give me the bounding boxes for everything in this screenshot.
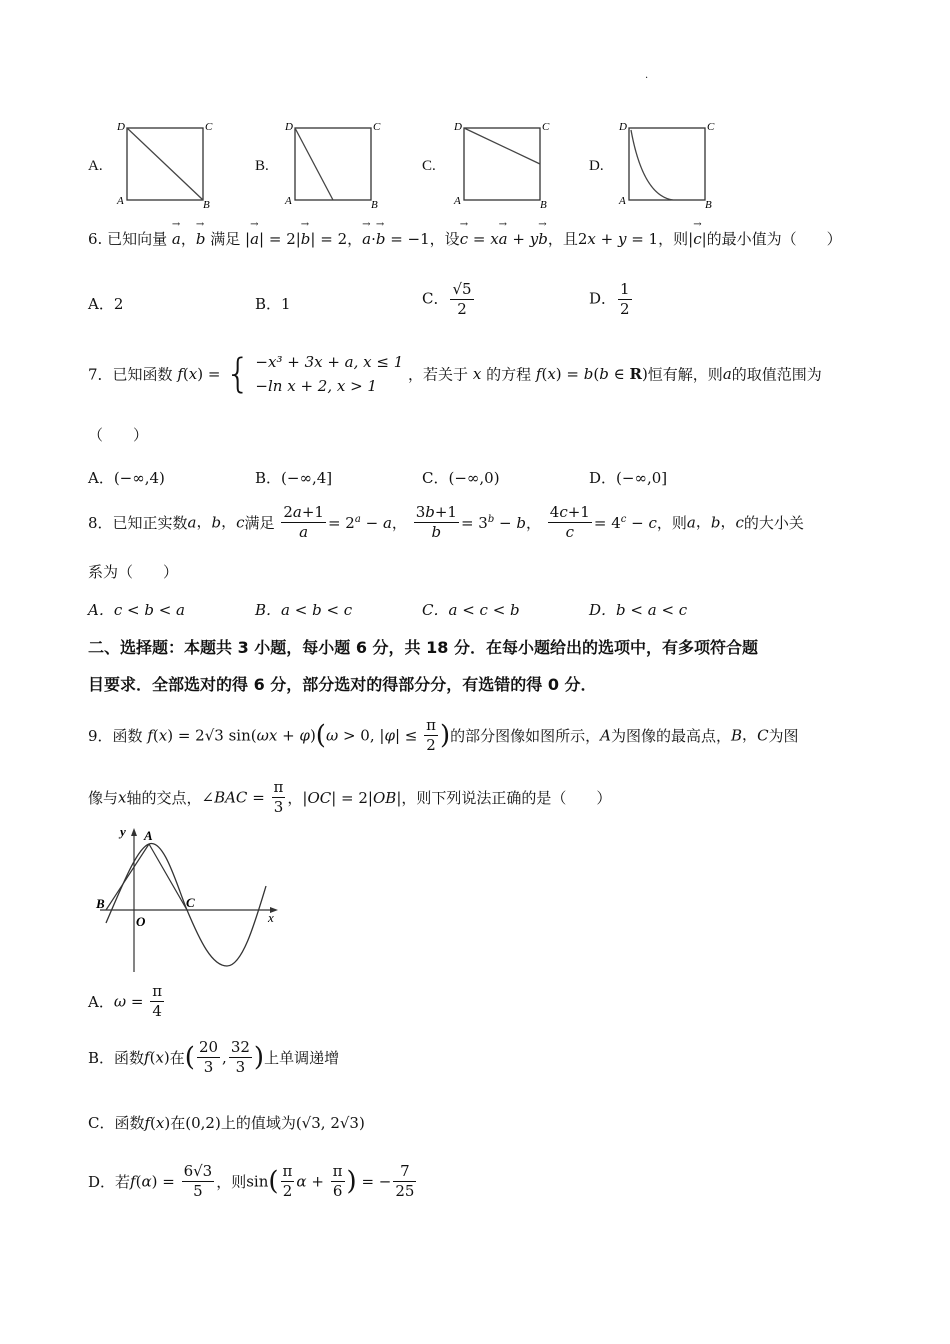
corner-d: D	[117, 121, 125, 133]
q6-option-a: A．2	[88, 295, 124, 313]
q5-option-b-label: B.	[255, 158, 269, 174]
graph-label-b: B	[96, 896, 105, 911]
q7-option-b: B．(−∞,4]	[255, 469, 333, 487]
graph-label-a: A	[144, 828, 153, 843]
q7-paren: （ ）	[88, 426, 149, 444]
corner-d: D	[619, 121, 627, 133]
q5-option-c-label: C.	[422, 158, 436, 174]
q6-option-c: C． $\frac{√5}{2}$	[422, 280, 472, 318]
q7-option-d: D．(−∞,0]	[589, 469, 668, 487]
question-9: 9．函数 f(x) = 2√3 sin(ωx + φ)(ω > 0, |φ| ≤ $\frac{\pi}{2}$ )的部分图像如图所示，A为图像的最高点，B，C为图	[88, 716, 799, 754]
q5-option-c-figure	[452, 118, 562, 210]
question-8: 8．已知正实数a，b，c满足 $\frac{2a+1}{a}$ = $2^a - a$， $\frac{3b+1}{b}$ = $3^b - b$， $\frac{4c+1}{c}$ = $4^c - c$，则a，b，c的大小关	[88, 503, 804, 541]
question-9-line2: 像与x轴的交点，∠BAC = $\frac{\pi}{3}$ ，|OC| = 2|OB|，则下列说法正确的是（ ）	[88, 778, 612, 816]
header-dot: .	[645, 70, 649, 81]
q8-option-d: D．b < a < c	[589, 601, 688, 619]
q8-option-a: A．c < b < a	[88, 601, 185, 619]
q7-option-c: C．(−∞,0)	[422, 469, 500, 487]
corner-b: B	[705, 199, 712, 210]
q9-graph	[92, 826, 292, 976]
q6-option-b: B．1	[255, 295, 291, 313]
q8-option-c: C．a < c < b	[422, 601, 520, 619]
graph-label-y: y	[120, 826, 126, 839]
q6-option-d: D． $\frac{1}{2}$	[589, 280, 630, 318]
q5-option-d-figure	[617, 118, 727, 210]
q5-option-a-figure	[115, 118, 225, 210]
corner-d: D	[454, 121, 462, 133]
q8-line2: 系为（ ）	[88, 563, 179, 581]
corner-c: C	[542, 121, 550, 133]
corner-a: A	[454, 195, 461, 207]
q9-option-d: D．若f(α) = $\frac{6√3}{5}$ ，则sin( $\frac{\pi}{2}$ α + $\frac{\pi}{6}$ ) = − $\frac{7}{25}$	[88, 1162, 415, 1200]
corner-a: A	[619, 195, 626, 207]
corner-a: A	[117, 195, 124, 207]
section-2-line1: 二、选择题：本题共 3 小题，每小题 6 分，共 18 分．在每小题给出的选项中，有多项符合题	[88, 638, 758, 657]
question-7: 7．已知函数 f(x) = { −x³ + 3x + a, x ≤ 1 −ln x + 2, x > 1 ，若关于 x 的方程 f(x) = b(b ∈ R)恒有解，则a的取值范围为	[88, 351, 822, 397]
q9-option-c: C．函数f(x)在(0,2)上的值域为(√3, 2√3)	[88, 1114, 365, 1132]
corner-c: C	[205, 121, 213, 133]
q8-option-b: B．a < b < c	[255, 601, 353, 619]
q7-piecewise: −x³ + 3x + a, x ≤ 1 −ln x + 2, x > 1	[255, 353, 404, 395]
graph-label-o: O	[136, 914, 146, 929]
question-6: 6. 已知向量 → a，→ b 满足 |→ a| = 2|→ b| = 2，→ a·→ b = −1，设→ c = x→ a + y→ b，且2x + y = 1，则|→ c|的最小值为（ ）	[88, 228, 842, 249]
corner-a: A	[285, 195, 292, 207]
q5-option-d-label: D.	[589, 158, 604, 174]
q9-option-b: B．函数f(x)在( $\frac{20}{3}$ , $\frac{32}{3}$ )上单调递增	[88, 1038, 340, 1076]
corner-c: C	[373, 121, 381, 133]
q5-option-a-label: A.	[88, 158, 103, 174]
q9-option-a: A．ω = $\frac{\pi}{4}$	[88, 982, 163, 1020]
corner-d: D	[285, 121, 293, 133]
section-2-line2: 目要求．全部选对的得 6 分，部分选对的得部分分，有选错的得 0 分．	[88, 675, 597, 694]
graph-label-c: C	[186, 895, 195, 910]
q7-option-a: A．(−∞,4)	[88, 469, 165, 487]
corner-b: B	[540, 199, 547, 210]
corner-b: B	[371, 199, 378, 210]
q5-option-b-figure	[283, 118, 393, 210]
graph-label-x: x	[268, 910, 274, 925]
corner-b: B	[203, 199, 210, 210]
corner-c: C	[707, 121, 715, 133]
